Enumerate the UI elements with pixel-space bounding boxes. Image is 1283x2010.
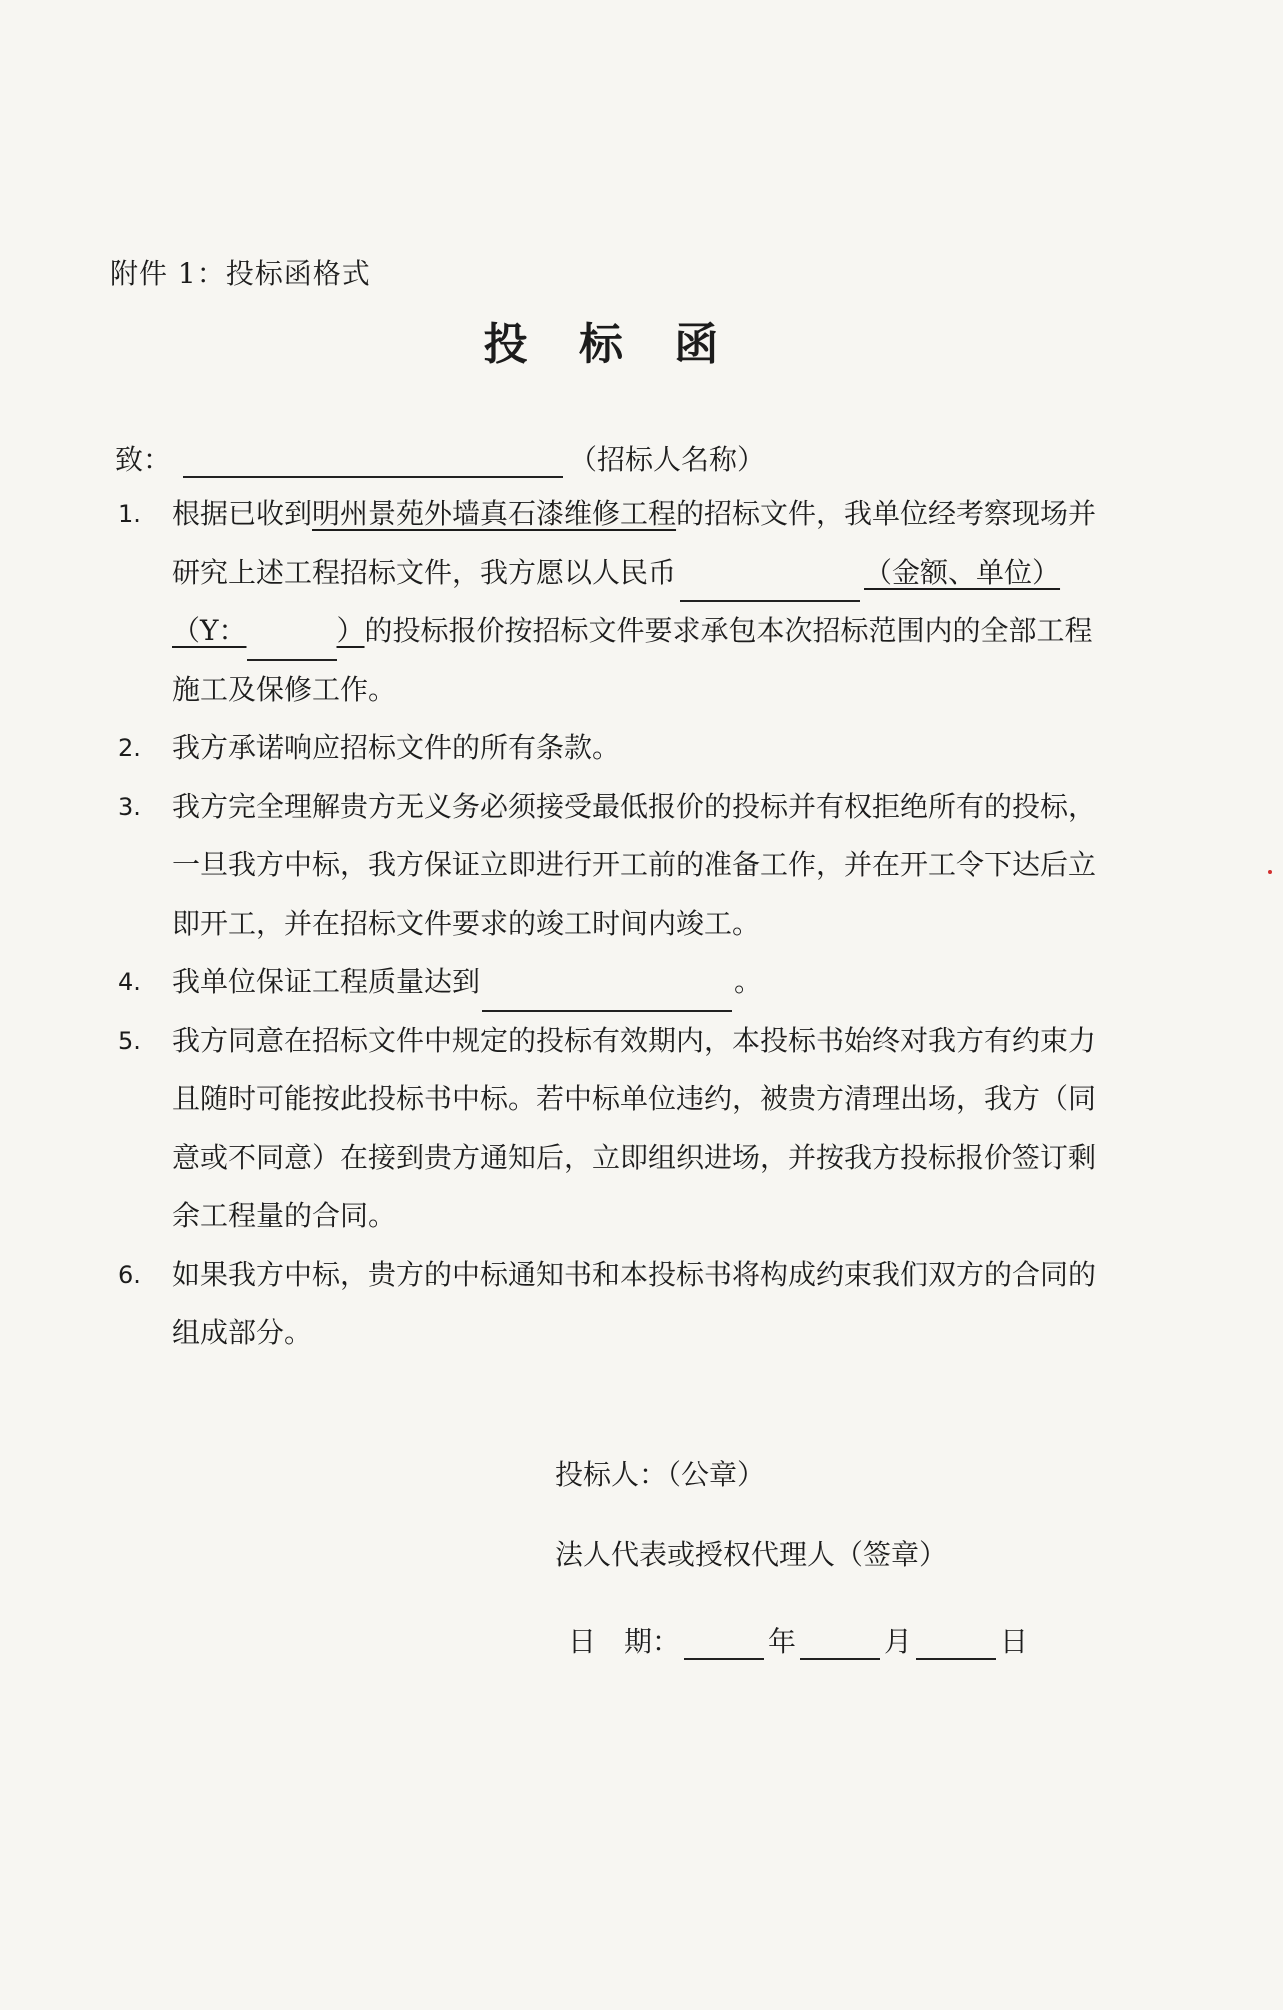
clause-text: 我方完全理解贵方无义务必须接受最低报价的投标并有权拒绝所有的投标，一旦我方中标，我方保证立即进行开工前的准备工作，并在开工令下达后立即开工，并在招标文件要求的竣工时间内竣工。 xyxy=(172,789,1097,940)
month-blank xyxy=(800,1628,880,1660)
clause-number: 6. xyxy=(118,1260,141,1289)
bidder-seal-line: 投标人：（公章） xyxy=(555,1458,766,1491)
day-label: 日 xyxy=(1000,1625,1029,1658)
clause-4 xyxy=(110,953,1110,1012)
clause-6 xyxy=(110,1246,1110,1363)
clause-number: 4. xyxy=(118,968,141,996)
clause-3 xyxy=(110,778,1110,954)
clause-number: 3. xyxy=(118,792,141,821)
clause-1-post: 的投标报价按招标文件要求承包本次招标范围内的全部工程施工及保修工作。 xyxy=(172,614,1093,706)
clause-4-pre: 我单位保证工程质量达到 xyxy=(172,965,481,998)
quality-blank xyxy=(482,980,732,1012)
clause-text: 我方同意在招标文件中规定的投标有效期内，本投标书始终对我方有约束力且随时可能按此投标书中标。若中标单位违约，被贵方清理出场，我方（同意或不同意）在接到贵方通知后，立即组织进场，并按我方投标报价签订剩余工程量的合同。 xyxy=(172,1023,1097,1232)
clause-text: 我方承诺响应招标文件的所有条款。 xyxy=(172,731,621,764)
amount-label: （金额、单位） xyxy=(864,555,1061,589)
year-label: 年 xyxy=(768,1625,797,1658)
yen-close: ） xyxy=(336,614,365,647)
attachment-label: 附件 1：投标函格式 xyxy=(110,257,371,290)
addressee-prefix: 致： xyxy=(115,443,172,476)
date-line xyxy=(568,1620,1028,1660)
margin-mark xyxy=(1268,870,1272,874)
addressee-blank xyxy=(183,446,563,478)
month-label: 月 xyxy=(884,1625,913,1658)
clause-5 xyxy=(110,1012,1110,1246)
legal-rep-line: 法人代表或授权代理人（签章） xyxy=(555,1538,948,1571)
clause-1-mid: 的招标文件，我单位经考察现场并研究上述工程招标文件，我方愿以人民币 xyxy=(172,497,1097,589)
amount-blank xyxy=(680,570,860,602)
day-blank xyxy=(916,1628,996,1660)
clause-1-pre: 根据已收到 xyxy=(172,497,313,530)
yen-blank xyxy=(247,629,337,661)
clause-list xyxy=(110,485,1110,1363)
project-name: 明州景苑外墙真石漆维修工程 xyxy=(312,497,677,530)
addressee-suffix: （招标人名称） xyxy=(569,443,766,476)
clause-2 xyxy=(110,719,1110,778)
clause-text xyxy=(172,497,1096,706)
clause-number: 2. xyxy=(118,734,141,762)
yen-open: （Y： xyxy=(172,614,247,647)
clause-number: 5. xyxy=(118,1026,141,1055)
clause-1 xyxy=(110,485,1110,719)
clause-4-post: 。 xyxy=(734,965,763,998)
clause-text xyxy=(172,965,762,998)
year-blank xyxy=(684,1628,764,1660)
clause-text: 如果我方中标，贵方的中标通知书和本投标书将构成约束我们双方的合同的组成部分。 xyxy=(172,1257,1097,1349)
clause-number: 1. xyxy=(118,500,141,528)
document-title: 投 标 函 xyxy=(483,319,737,370)
addressee-line xyxy=(115,438,765,478)
date-label: 日 期： xyxy=(568,1625,681,1658)
